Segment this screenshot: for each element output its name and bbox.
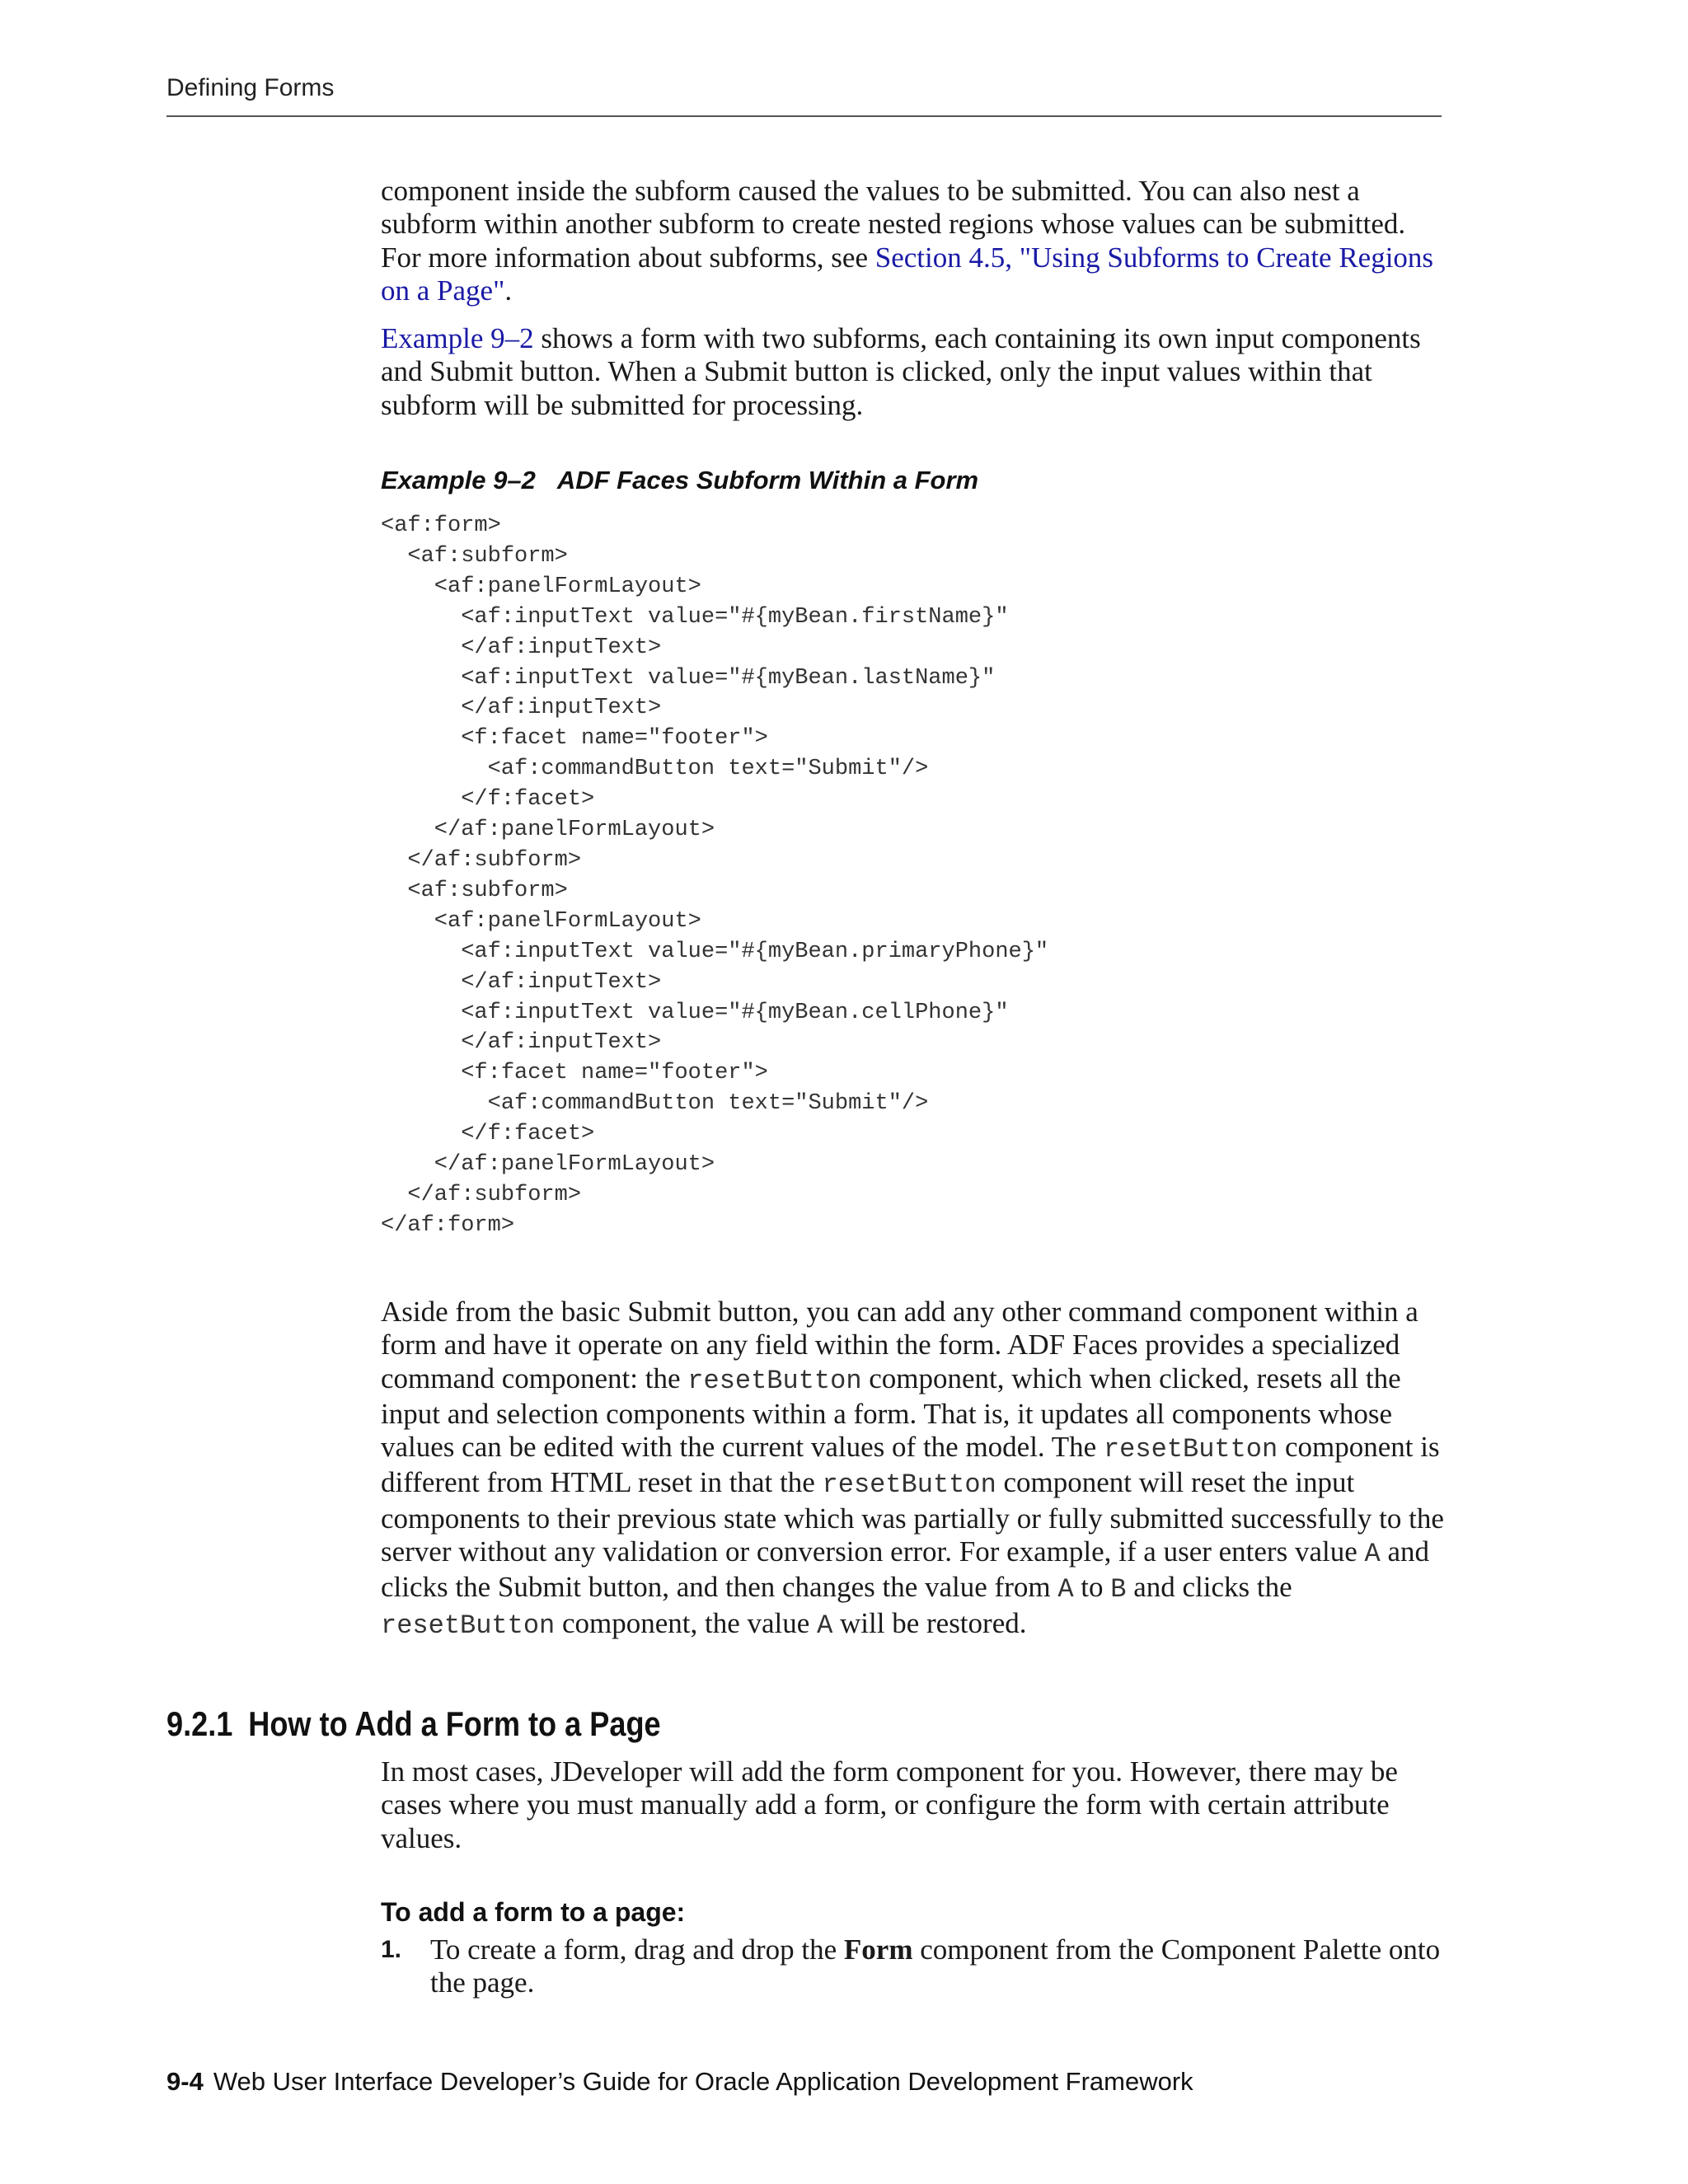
reset-block [381,1296,1444,1643]
example-9-2-link[interactable]: Example 9–2 [381,322,534,355]
reset-code-8: A [817,1610,833,1641]
reset-text-6: to [1073,1571,1111,1604]
intro-paragraph-1 [381,175,1444,307]
page-number: 9-4 [166,2067,204,2096]
intro-paragraph-2 [381,322,1444,422]
step-text-2: component from the Component Palette onto the page. [430,1933,1441,1999]
reset-text-1: Aside from the basic Submit button, you can add any other command component within a form and have it operate on any field within the form. ADF Faces provides a specialized command component: the [381,1296,1418,1394]
intro-p1-text: component inside the subform caused the values to be submitted. You can also nest a subform within another subform to create nested regions whose values can be submitted. For more information about subforms, see [381,175,1406,274]
procedure-step-1 [381,1933,1444,2000]
code-listing: <af:form> <af:subform> <af:panelFormLayout> <af:inputText value="#{myBean.firstName}" </af:inputText> <af:inputText value="#{myBean.lastName}" </af:inputText> <f:facet name="footer"> <af:commandButton text="Submit"/> </f:facet> </af:panelFormLayout> </af:subform> <af:subform> <af:panelFormLayout> <af:inputText value="#{myBean.primaryPhone}" </af:inputText> <af:inputText value="#{myBean.cellPhone}" </af:inputText> <f:facet name="footer"> <af:commandButton text="Submit"/> </f:facet> </af:panelFormLayout> </af:subform> </af:form> [381,513,1049,1238]
section-paragraph: In most cases, JDeveloper will add the form component for you. However, there may be cases where you must manually add a form, or configure the form with certain attribute values. [381,1755,1398,1854]
example-caption [381,466,978,495]
reset-text-2: component, which when clicked, resets all the input and selection components within a form. That is, it updates all components whose values can be edited with the current values of the model. The [381,1361,1401,1464]
reset-code-5: A [1057,1574,1074,1605]
reset-code-7: resetButton [381,1610,556,1641]
page-footer [166,2067,1193,2097]
reset-code-3: resetButton [822,1469,996,1501]
intro-p2-text: shows a form with two subforms, each containing its own input components and Submit button. When a Submit button is clicked, only the input values within that subform will be submitted for processing. [381,322,1421,421]
reset-text-5: and clicks the Submit button, and then changes the value from [381,1535,1430,1604]
step-number: 1. [381,1936,402,1963]
section-body [381,1755,1444,1855]
reset-text-3: component is different from HTML reset in that the [381,1431,1440,1499]
reset-code-6: B [1110,1574,1127,1605]
reset-text-9: will be restored. [832,1606,1027,1639]
procedure-title: To add a form to a page: [381,1897,686,1927]
reset-code-2: resetButton [1103,1434,1278,1465]
section-number: 9.2.1 [166,1704,233,1743]
reset-text-7: and clicks the [1126,1571,1292,1604]
header-rule [166,115,1442,117]
intro-p1-end: . [504,274,513,307]
intro-block [381,175,1444,422]
reset-code-1: resetButton [687,1365,862,1396]
reset-text-8: component, the value [555,1606,818,1639]
section-title: How to Add a Form to a Page [248,1704,661,1743]
step-text [430,1933,1444,2000]
running-header: Defining Forms [166,74,335,101]
step-bold-form: Form [843,1933,913,1966]
section-4-5-link[interactable]: Section 4.5, "Using Subforms to Create Regions on a Page" [381,241,1434,307]
book-title: Web User Interface Developer’s Guide for Oracle Application Development Framework [213,2067,1193,2096]
reset-button-paragraph [381,1296,1444,1643]
reset-code-4: A [1364,1539,1381,1570]
example-title: ADF Faces Subform Within a Form [556,466,979,494]
step-text-1: To create a form, drag and drop the [430,1933,844,1966]
reset-text-4: component will reset the input components to their previous state which was partially or fully submitted successfully to the server without any validation or conversion error. For example, if a user enters value [381,1466,1444,1568]
section-heading [166,1704,661,1744]
example-number: Example 9–2 [381,466,536,494]
